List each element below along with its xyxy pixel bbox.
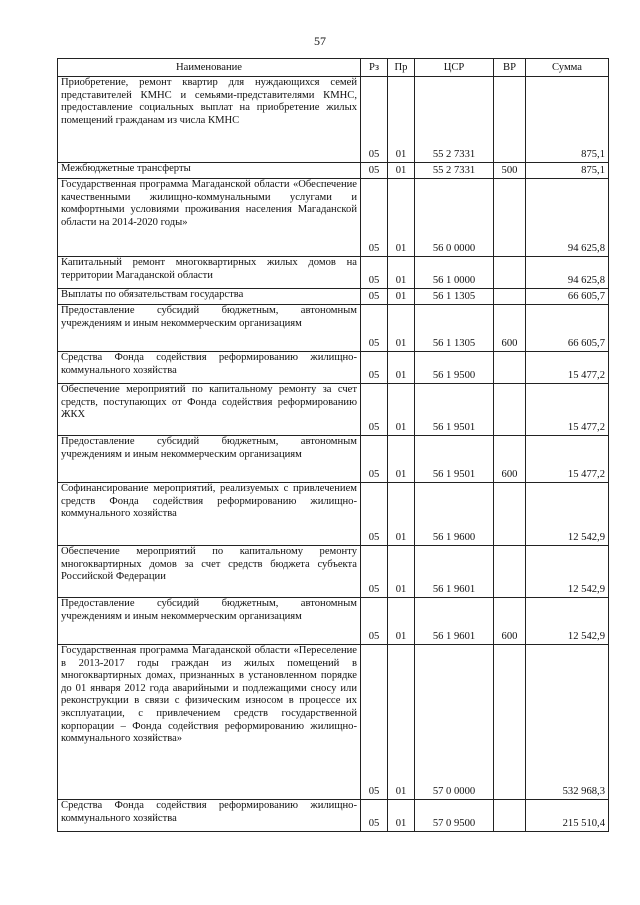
row-name: Приобретение, ремонт квартир для нуждающихся семей представителей КМНС и семьями-представителями КМНС, предоставление социальных выплат на приобретение жилых помещений гражданам из числа КМНС [58,77,361,163]
table-row [58,305,609,352]
table-row [58,598,609,645]
row-name: Предоставление субсидий бюджетным, автономным учреждениям и иным некоммерческим организациям [58,598,361,645]
table-row [58,384,609,436]
row-vr: 600 [494,436,526,483]
row-vr [494,289,526,305]
row-rz: 05 [361,645,388,800]
table-row [58,352,609,384]
table-row [58,77,609,163]
row-sum: 66 605,7 [526,305,609,352]
row-pr: 01 [388,800,415,832]
row-rz: 05 [361,305,388,352]
row-rz: 05 [361,179,388,257]
row-vr [494,179,526,257]
row-csr: 56 1 9501 [415,436,494,483]
row-csr: 56 1 9601 [415,546,494,598]
row-csr: 56 1 0000 [415,257,494,289]
row-name: Государственная программа Магаданской области «Переселение в 2013-2017 годы граждан из жилых помещений в многоквартирных домах, признанных в установленном порядке до 01 января 2012 года аварийными и подлежащими сносу или реконструкции в связи с физическим износом в процессе их эксплуатации, с привлечением средств государственной корпорации – Фонда содействия реформированию жилищно-коммунального хозяйства» [58,645,361,800]
row-csr: 56 1 9600 [415,483,494,546]
row-sum: 875,1 [526,77,609,163]
row-name: Выплаты по обязательствам государства [58,289,361,305]
table-row [58,289,609,305]
row-sum: 532 968,3 [526,645,609,800]
row-csr: 56 1 1305 [415,305,494,352]
row-name: Средства Фонда содействия реформированию жилищно-коммунального хозяйства [58,800,361,832]
row-rz: 05 [361,800,388,832]
row-vr [494,384,526,436]
row-vr [494,483,526,546]
table-row [58,483,609,546]
header-vr: ВР [494,59,526,77]
row-pr: 01 [388,483,415,546]
row-rz: 05 [361,163,388,179]
table-row [58,546,609,598]
table-row [58,436,609,483]
table-row [58,645,609,800]
row-pr: 01 [388,257,415,289]
row-rz: 05 [361,384,388,436]
row-rz: 05 [361,436,388,483]
budget-table [57,58,609,832]
row-rz: 05 [361,483,388,546]
row-csr: 57 0 0000 [415,645,494,800]
row-name: Межбюджетные трансферты [58,163,361,179]
row-vr [494,546,526,598]
row-rz: 05 [361,546,388,598]
row-sum: 875,1 [526,163,609,179]
row-name: Средства Фонда содействия реформированию жилищно-коммунального хозяйства [58,352,361,384]
row-vr [494,800,526,832]
row-csr: 56 1 9501 [415,384,494,436]
row-vr: 600 [494,598,526,645]
row-csr: 56 1 9500 [415,352,494,384]
row-pr: 01 [388,436,415,483]
row-pr: 01 [388,384,415,436]
row-sum: 12 542,9 [526,546,609,598]
row-rz: 05 [361,77,388,163]
row-sum: 215 510,4 [526,800,609,832]
table-row [58,800,609,832]
table-row [58,257,609,289]
header-rz: Рз [361,59,388,77]
row-pr: 01 [388,598,415,645]
header-pr: Пр [388,59,415,77]
row-vr [494,77,526,163]
row-sum: 15 477,2 [526,436,609,483]
row-rz: 05 [361,598,388,645]
row-sum: 94 625,8 [526,179,609,257]
table-row [58,179,609,257]
row-vr [494,257,526,289]
row-pr: 01 [388,77,415,163]
row-vr [494,645,526,800]
row-csr: 57 0 9500 [415,800,494,832]
row-sum: 12 542,9 [526,483,609,546]
row-vr [494,352,526,384]
row-sum: 15 477,2 [526,352,609,384]
row-name: Капитальный ремонт многоквартирных жилых домов на территории Магаданской области [58,257,361,289]
row-csr: 56 1 1305 [415,289,494,305]
row-rz: 05 [361,257,388,289]
row-name: Предоставление субсидий бюджетным, автономным учреждениям и иным некоммерческим организациям [58,436,361,483]
row-rz: 05 [361,289,388,305]
row-pr: 01 [388,352,415,384]
header-csr: ЦСР [415,59,494,77]
row-csr: 56 1 9601 [415,598,494,645]
row-name: Предоставление субсидий бюджетным, автономным учреждениям и иным некоммерческим организациям [58,305,361,352]
table-header-row [58,59,609,77]
row-pr: 01 [388,546,415,598]
row-rz: 05 [361,352,388,384]
row-pr: 01 [388,289,415,305]
row-sum: 12 542,9 [526,598,609,645]
table-row [58,163,609,179]
row-name: Софинансирование мероприятий, реализуемых с привлечением средств Фонда содействия реформированию жилищно-коммунального хозяйства [58,483,361,546]
row-csr: 55 2 7331 [415,163,494,179]
row-vr: 500 [494,163,526,179]
row-sum: 15 477,2 [526,384,609,436]
row-pr: 01 [388,163,415,179]
row-pr: 01 [388,645,415,800]
row-pr: 01 [388,179,415,257]
row-name: Обеспечение мероприятий по капитальному ремонту многоквартирных домов за счет средств бюджета субъекта Российской Федерации [58,546,361,598]
row-name: Обеспечение мероприятий по капитальному ремонту за счет средств, поступающих от Фонда содействия реформированию ЖКХ [58,384,361,436]
row-vr: 600 [494,305,526,352]
row-csr: 55 2 7331 [415,77,494,163]
row-sum: 66 605,7 [526,289,609,305]
header-sum: Сумма [526,59,609,77]
page-number: 57 [314,34,326,48]
row-name: Государственная программа Магаданской области «Обеспечение качественными жилищно-коммунальными услугами и комфортными условиями проживания населения Магаданской области на 2014-2020 годы» [58,179,361,257]
row-sum: 94 625,8 [526,257,609,289]
header-name: Наименование [58,59,361,77]
row-csr: 56 0 0000 [415,179,494,257]
row-pr: 01 [388,305,415,352]
